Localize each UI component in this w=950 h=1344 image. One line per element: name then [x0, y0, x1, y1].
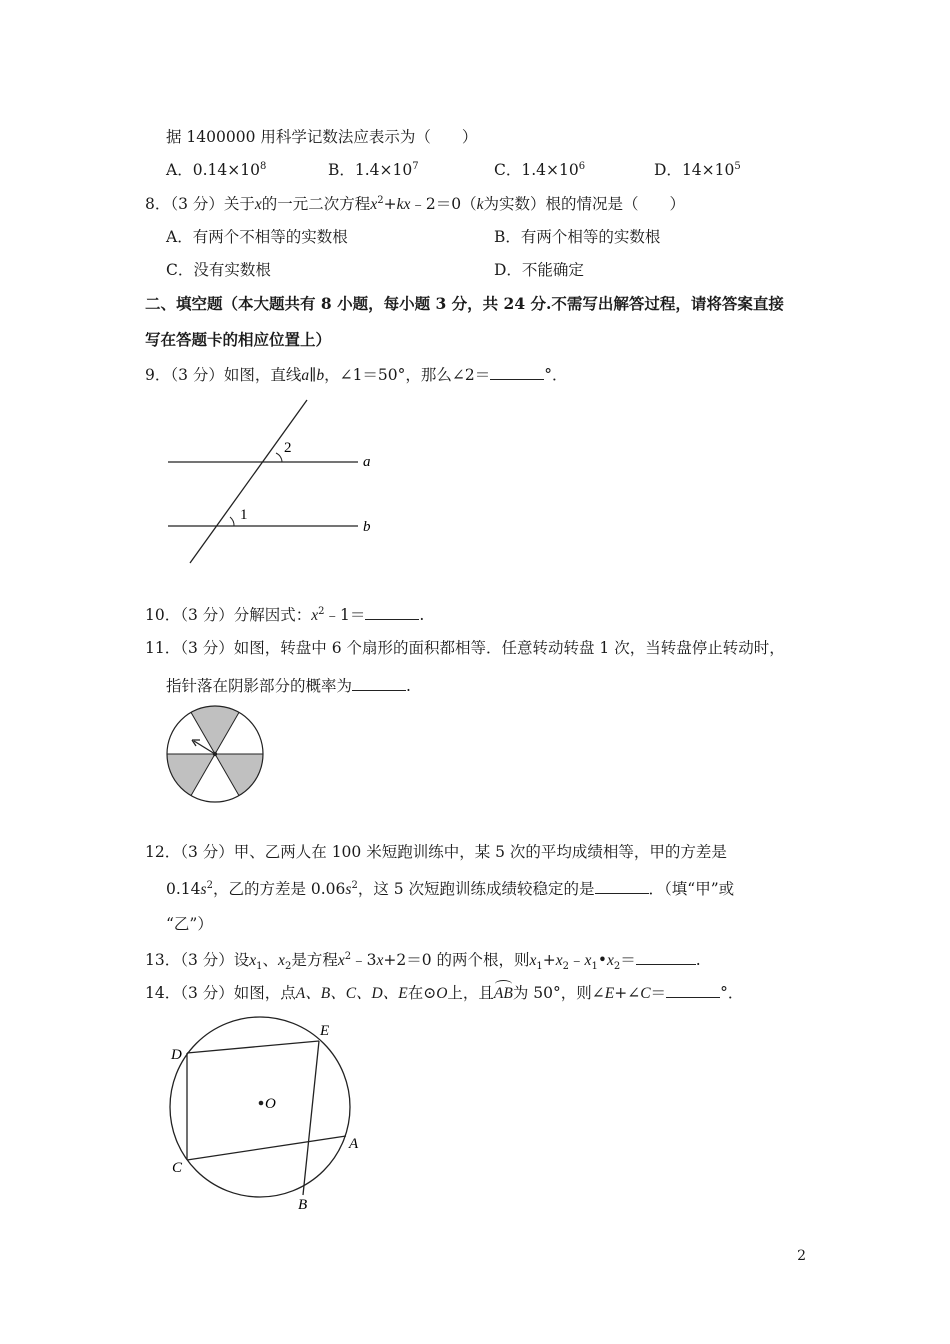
- q7-option-c: C．$1.4\times 10^6$: [494, 160, 586, 179]
- label-e: E: [320, 1023, 330, 1039]
- label-d: D: [171, 1047, 182, 1063]
- q8-option-a: A．有两个不相等的实数根: [166, 228, 348, 246]
- angle-1-label: 1: [240, 507, 248, 523]
- section-heading-line2: 写在答题卡的相应位置上）: [145, 330, 332, 349]
- q8-option-b: B．有两个相等的实数根: [494, 228, 661, 246]
- q14-stem: 14．（3 分）如图，点A、B、C、D、E在⊙O上，且AB为 50°，则∠E+∠C＝ °．: [145, 984, 744, 1002]
- label-a: A: [349, 1136, 359, 1152]
- q13-answer-blank: [636, 950, 696, 965]
- q14-circle-figure: [160, 1012, 380, 1212]
- q7-option-d: D．$14\times 10^5$: [654, 160, 741, 179]
- q8-option-c: C．没有实数根: [166, 261, 271, 279]
- q11-spinner-figure: [160, 703, 270, 808]
- q8-option-d: D．不能确定: [494, 261, 584, 279]
- q11-stem-line1: 11．（3 分）如图，转盘中 6 个扇形的面积都相等．任意转动转盘 1 次，当转盘停止转动时，: [145, 639, 785, 657]
- arc-ab: AB: [493, 985, 513, 1002]
- q12-stem-line2: $0.14s^2$，乙的方差是 $0.06s^2$，这 5 次短跑训练成绩较稳定的是 ．（填“甲”或: [166, 879, 735, 898]
- q10-answer-blank: [365, 605, 419, 620]
- label-o: O: [265, 1096, 276, 1112]
- transversal: [190, 400, 307, 563]
- section-heading-line1: 二、填空题（本大题共有 8 小题，每小题 3 分，共 24 分.不需写出解答过程，请将答案直接: [145, 294, 784, 313]
- q12-answer-blank: [595, 879, 649, 894]
- chord-ca: [187, 1136, 346, 1160]
- shaded-sector-lower-left: [167, 754, 215, 796]
- q12-stem-line1: 12．（3 分）甲、乙两人在 100 米短跑训练中，某 5 次的平均成绩相等，甲的方差是: [145, 843, 727, 861]
- shaded-sector-top: [191, 706, 239, 754]
- angle-2-arc: [276, 453, 282, 462]
- q11-stem-line2: 指针落在阴影部分的概率为 .: [166, 677, 411, 695]
- angle-2-label: 2: [284, 440, 292, 456]
- shaded-sector-lower-right: [215, 754, 263, 796]
- q11-answer-blank: [352, 676, 406, 691]
- q9-answer-blank: [490, 365, 544, 380]
- q14-answer-blank: [666, 983, 720, 998]
- q9-parallel-lines-figure: [160, 395, 390, 570]
- chord-eb: [303, 1041, 319, 1195]
- chord-de: [187, 1041, 319, 1053]
- q7-option-b: B．$1.4\times 10^7$: [328, 160, 419, 179]
- label-b: b: [363, 519, 371, 535]
- label-a: a: [363, 454, 371, 470]
- page-number: 2: [797, 1248, 806, 1264]
- center-point: [259, 1101, 264, 1106]
- q7-stem-tail: 据 1400000 用科学记数法应表示为（ ）: [166, 128, 478, 146]
- q13-stem: 13．（3 分）设$x_1$、$x_2$是方程$x^2﹣3x+2=0$ 的两个根，则$x_1+x_2﹣x_1•x_2=$ .: [145, 950, 701, 973]
- q12-stem-line3: “乙”）: [166, 915, 213, 933]
- spinner-center: [213, 752, 217, 756]
- q8-stem: 8．（3 分）关于x的一元二次方程$x^2+kx﹣2=0(k$为实数）根的情况是（ ）: [145, 194, 685, 213]
- q10-stem: 10．（3 分）分解因式：$x^2﹣1=$ .: [145, 605, 425, 624]
- label-b: B: [298, 1197, 308, 1212]
- q7-option-a: A．$0.14\times 10^8$: [166, 160, 267, 179]
- q9-stem: 9．（3 分）如图，直线a∥b，∠1＝50°，那么∠2＝ °．: [145, 366, 568, 384]
- angle-1-arc: [230, 517, 234, 526]
- circle-o: [170, 1017, 350, 1197]
- label-c: C: [172, 1160, 183, 1176]
